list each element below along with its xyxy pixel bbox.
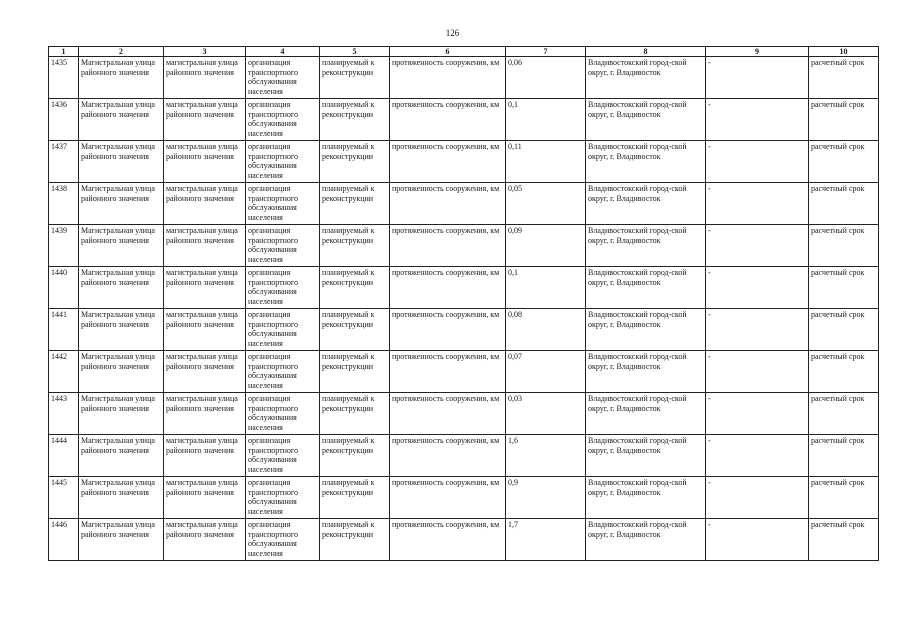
object-type-cell: магистральная улица районного значения: [164, 57, 246, 99]
table-row: [49, 183, 879, 225]
object-type-cell: магистральная улица районного значения: [164, 519, 246, 561]
purpose-cell: организация транспортного обслуживания населения: [246, 477, 320, 519]
zone-cell: -: [706, 141, 809, 183]
term-cell: расчетный срок: [809, 351, 879, 393]
registry-table: [48, 46, 879, 561]
characteristic-cell: протяженность сооружения, км: [390, 477, 506, 519]
status-cell: планируемый к реконструкции: [320, 141, 390, 183]
row-number-cell: 1437: [49, 141, 79, 183]
table-row: [49, 351, 879, 393]
term-cell: расчетный срок: [809, 309, 879, 351]
object-name-cell: Магистральная улица районного значения: [79, 99, 164, 141]
object-name-cell: Магистральная улица районного значения: [79, 351, 164, 393]
characteristic-cell: протяженность сооружения, км: [390, 267, 506, 309]
object-type-cell: магистральная улица районного значения: [164, 225, 246, 267]
value-cell: 0,9: [506, 477, 586, 519]
row-number-cell: 1439: [49, 225, 79, 267]
object-name-cell: Магистральная улица районного значения: [79, 183, 164, 225]
location-cell: Владивостокский город-ской округ, г. Владивосток: [586, 225, 706, 267]
purpose-cell: организация транспортного обслуживания населения: [246, 393, 320, 435]
value-cell: 0,1: [506, 267, 586, 309]
row-number-cell: 1444: [49, 435, 79, 477]
table-header: [49, 47, 879, 57]
purpose-cell: организация транспортного обслуживания населения: [246, 225, 320, 267]
column-header: 5: [320, 47, 390, 57]
column-header: 2: [79, 47, 164, 57]
table-row: [49, 477, 879, 519]
table-row: [49, 141, 879, 183]
term-cell: расчетный срок: [809, 519, 879, 561]
column-header: 1: [49, 47, 79, 57]
term-cell: расчетный срок: [809, 267, 879, 309]
purpose-cell: организация транспортного обслуживания населения: [246, 351, 320, 393]
table-row: [49, 435, 879, 477]
value-cell: 0,03: [506, 393, 586, 435]
purpose-cell: организация транспортного обслуживания населения: [246, 57, 320, 99]
zone-cell: -: [706, 57, 809, 99]
term-cell: расчетный срок: [809, 57, 879, 99]
characteristic-cell: протяженность сооружения, км: [390, 309, 506, 351]
location-cell: Владивостокский город-ской округ, г. Владивосток: [586, 99, 706, 141]
location-cell: Владивостокский город-ской округ, г. Владивосток: [586, 57, 706, 99]
characteristic-cell: протяженность сооружения, км: [390, 225, 506, 267]
status-cell: планируемый к реконструкции: [320, 351, 390, 393]
characteristic-cell: протяженность сооружения, км: [390, 519, 506, 561]
term-cell: расчетный срок: [809, 435, 879, 477]
object-type-cell: магистральная улица районного значения: [164, 99, 246, 141]
zone-cell: -: [706, 99, 809, 141]
table-row: [49, 225, 879, 267]
status-cell: планируемый к реконструкции: [320, 393, 390, 435]
location-cell: Владивостокский город-ской округ, г. Владивосток: [586, 435, 706, 477]
location-cell: Владивостокский город-ской округ, г. Владивосток: [586, 183, 706, 225]
table-row: [49, 519, 879, 561]
term-cell: расчетный срок: [809, 141, 879, 183]
object-type-cell: магистральная улица районного значения: [164, 267, 246, 309]
row-number-cell: 1442: [49, 351, 79, 393]
row-number-cell: 1443: [49, 393, 79, 435]
object-name-cell: Магистральная улица районного значения: [79, 267, 164, 309]
purpose-cell: организация транспортного обслуживания населения: [246, 183, 320, 225]
row-number-cell: 1438: [49, 183, 79, 225]
table-body: [49, 57, 879, 561]
zone-cell: -: [706, 393, 809, 435]
table-row: [49, 309, 879, 351]
object-type-cell: магистральная улица районного значения: [164, 141, 246, 183]
status-cell: планируемый к реконструкции: [320, 435, 390, 477]
row-number-cell: 1436: [49, 99, 79, 141]
value-cell: 0,07: [506, 351, 586, 393]
status-cell: планируемый к реконструкции: [320, 309, 390, 351]
location-cell: Владивостокский город-ской округ, г. Владивосток: [586, 351, 706, 393]
object-name-cell: Магистральная улица районного значения: [79, 309, 164, 351]
table-row: [49, 393, 879, 435]
characteristic-cell: протяженность сооружения, км: [390, 435, 506, 477]
object-name-cell: Магистральная улица районного значения: [79, 393, 164, 435]
status-cell: планируемый к реконструкции: [320, 477, 390, 519]
zone-cell: -: [706, 435, 809, 477]
purpose-cell: организация транспортного обслуживания населения: [246, 309, 320, 351]
row-number-cell: 1441: [49, 309, 79, 351]
characteristic-cell: протяженность сооружения, км: [390, 183, 506, 225]
zone-cell: -: [706, 183, 809, 225]
value-cell: 0,05: [506, 183, 586, 225]
value-cell: 0,11: [506, 141, 586, 183]
term-cell: расчетный срок: [809, 99, 879, 141]
object-type-cell: магистральная улица районного значения: [164, 183, 246, 225]
purpose-cell: организация транспортного обслуживания населения: [246, 141, 320, 183]
status-cell: планируемый к реконструкции: [320, 183, 390, 225]
zone-cell: -: [706, 225, 809, 267]
location-cell: Владивостокский город-ской округ, г. Владивосток: [586, 309, 706, 351]
characteristic-cell: протяженность сооружения, км: [390, 141, 506, 183]
purpose-cell: организация транспортного обслуживания населения: [246, 99, 320, 141]
status-cell: планируемый к реконструкции: [320, 267, 390, 309]
row-number-cell: 1446: [49, 519, 79, 561]
purpose-cell: организация транспортного обслуживания населения: [246, 267, 320, 309]
zone-cell: -: [706, 267, 809, 309]
location-cell: Владивостокский город-ской округ, г. Владивосток: [586, 393, 706, 435]
table-row: [49, 267, 879, 309]
location-cell: Владивостокский город-ской округ, г. Владивосток: [586, 267, 706, 309]
characteristic-cell: протяженность сооружения, км: [390, 351, 506, 393]
object-name-cell: Магистральная улица районного значения: [79, 435, 164, 477]
value-cell: 0,08: [506, 309, 586, 351]
row-number-cell: 1445: [49, 477, 79, 519]
column-header: 8: [586, 47, 706, 57]
term-cell: расчетный срок: [809, 393, 879, 435]
term-cell: расчетный срок: [809, 183, 879, 225]
status-cell: планируемый к реконструкции: [320, 57, 390, 99]
zone-cell: -: [706, 351, 809, 393]
page-number: 126: [445, 28, 460, 38]
location-cell: Владивостокский город-ской округ, г. Владивосток: [586, 141, 706, 183]
object-type-cell: магистральная улица районного значения: [164, 309, 246, 351]
location-cell: Владивостокский город-ской округ, г. Владивосток: [586, 519, 706, 561]
status-cell: планируемый к реконструкции: [320, 225, 390, 267]
zone-cell: -: [706, 519, 809, 561]
location-cell: Владивостокский город-ской округ, г. Владивосток: [586, 477, 706, 519]
term-cell: расчетный срок: [809, 477, 879, 519]
term-cell: расчетный срок: [809, 225, 879, 267]
zone-cell: -: [706, 309, 809, 351]
header-row: [49, 47, 879, 57]
object-type-cell: магистральная улица районного значения: [164, 435, 246, 477]
column-header: 7: [506, 47, 586, 57]
characteristic-cell: протяженность сооружения, км: [390, 393, 506, 435]
value-cell: 1,6: [506, 435, 586, 477]
characteristic-cell: протяженность сооружения, км: [390, 99, 506, 141]
column-header: 3: [164, 47, 246, 57]
value-cell: 1,7: [506, 519, 586, 561]
object-name-cell: Магистральная улица районного значения: [79, 141, 164, 183]
object-name-cell: Магистральная улица районного значения: [79, 225, 164, 267]
object-type-cell: магистральная улица районного значения: [164, 393, 246, 435]
object-type-cell: магистральная улица районного значения: [164, 477, 246, 519]
object-name-cell: Магистральная улица районного значения: [79, 57, 164, 99]
row-number-cell: 1435: [49, 57, 79, 99]
table-row: [49, 99, 879, 141]
column-header: 9: [706, 47, 809, 57]
characteristic-cell: протяженность сооружения, км: [390, 57, 506, 99]
status-cell: планируемый к реконструкции: [320, 519, 390, 561]
value-cell: 0,06: [506, 57, 586, 99]
column-header: 6: [390, 47, 506, 57]
value-cell: 0,09: [506, 225, 586, 267]
object-type-cell: магистральная улица районного значения: [164, 351, 246, 393]
status-cell: планируемый к реконструкции: [320, 99, 390, 141]
zone-cell: -: [706, 477, 809, 519]
object-name-cell: Магистральная улица районного значения: [79, 477, 164, 519]
purpose-cell: организация транспортного обслуживания населения: [246, 435, 320, 477]
value-cell: 0,1: [506, 99, 586, 141]
object-name-cell: Магистральная улица районного значения: [79, 519, 164, 561]
column-header: 4: [246, 47, 320, 57]
row-number-cell: 1440: [49, 267, 79, 309]
purpose-cell: организация транспортного обслуживания населения: [246, 519, 320, 561]
column-header: 10: [809, 47, 879, 57]
table-row: [49, 57, 879, 99]
